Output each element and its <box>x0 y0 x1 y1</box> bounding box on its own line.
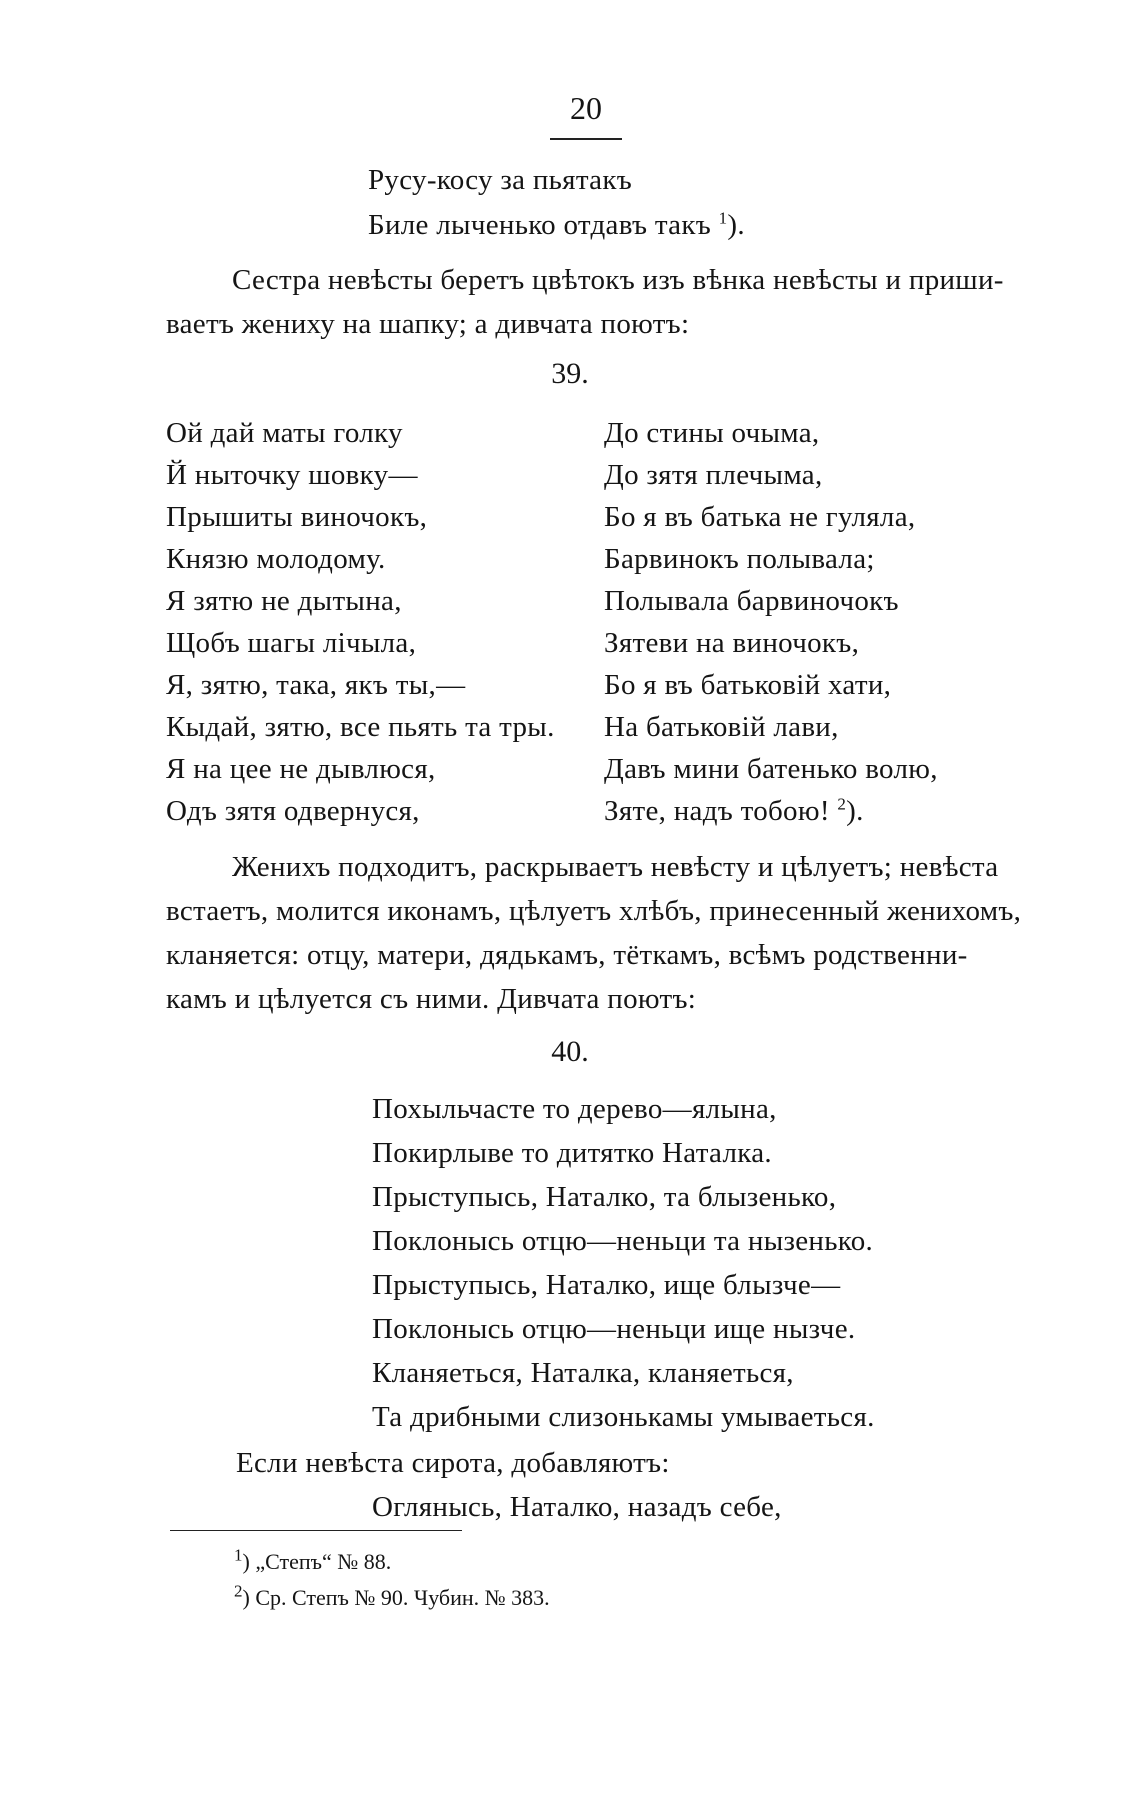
prose-line: камъ и цѣлуется съ ними. Дивчата поютъ: <box>166 983 697 1015</box>
verse-line: До стины очыма, <box>604 417 820 449</box>
page-number: 20 <box>570 90 602 126</box>
prose-line: встаетъ, молится иконамъ, цѣлуетъ хлѣбъ, принесенный женихомъ, <box>166 895 1022 927</box>
footnote-mark: 2 <box>234 1581 243 1601</box>
footnote: $^1$) „Степъ“ № 88. <box>234 1545 392 1574</box>
verse-line: Полывала барвиночокъ <box>604 585 899 617</box>
verse-line: До зятя плечыма, <box>604 459 823 491</box>
verse-line: Ой дай маты голку <box>166 417 403 449</box>
verse-line: Й ныточку шовку— <box>166 459 418 491</box>
prose-line: Если невѣста сирота, добавляютъ: <box>236 1447 670 1479</box>
verse-line: Покирлыве то дитятко Наталка. <box>372 1137 772 1169</box>
verse-line: Биле лыченько отдавъ такъ $^1$). <box>368 208 745 241</box>
footnote: $^2$) Ср. Степъ № 90. Чубин. № 383. <box>234 1581 550 1610</box>
verse-line: Барвинокъ полывала; <box>604 543 875 575</box>
verse-line: Кланяеться, Наталка, кланяеться, <box>372 1357 794 1389</box>
verse-line: Я зятю не дытына, <box>166 585 402 617</box>
verse-line: На батьковій лави, <box>604 711 839 743</box>
verse-line: Прыступысь, Наталко, ище блызче— <box>372 1269 841 1301</box>
prose-line: кланяется: отцу, матери, дядькамъ, тёткамъ, всѣмъ родственни- <box>166 939 968 971</box>
verse-line: Бо я въ батька не гуляла, <box>604 501 916 533</box>
song-number-40: 40. <box>551 1035 589 1068</box>
verse-line: Я на цее не дывлюся, <box>166 753 436 785</box>
verse-line: Оглянысь, Наталко, назадъ себе, <box>372 1491 782 1523</box>
footnote-ref: 2 <box>837 794 847 814</box>
page-number-rule <box>550 138 622 140</box>
verse-line: Похыльчасте то дерево—ялына, <box>372 1093 777 1125</box>
verse-line: Я, зятю, така, якъ ты,— <box>166 669 466 701</box>
verse-line: Щобъ шагы лічыла, <box>166 627 417 659</box>
verse-line: Давъ мини батенько волю, <box>604 753 938 785</box>
verse-line: Та дрибными слизонькамы умываеться. <box>372 1401 875 1433</box>
verse-line: Зяте, надъ тобою! $^2$). <box>604 794 864 827</box>
footnote-rule <box>170 1530 462 1531</box>
verse-line: Прыступысь, Наталко, та блызенько, <box>372 1181 837 1213</box>
verse-line: Князю молодому. <box>166 543 386 575</box>
verse-line: Русу-косу за пьятакъ <box>368 164 632 196</box>
prose-line: Сестра невѣсты беретъ цвѣтокъ изъ вѣнка невѣсты и приши- <box>232 264 1004 296</box>
song-number-39: 39. <box>551 357 589 390</box>
verse-line: Поклонысь отцю—неньци та нызенько. <box>372 1225 874 1257</box>
footnote-mark: 1 <box>234 1545 243 1565</box>
prose-line: ваетъ жениху на шапку; а дивчата поютъ: <box>166 308 690 340</box>
verse-line: Прышиты виночокъ, <box>166 501 428 533</box>
verse-line: Поклонысь отцю—неньци ище нызче. <box>372 1313 856 1345</box>
footnote-ref: 1 <box>718 208 728 228</box>
prose-line: Женихъ подходитъ, раскрываетъ невѣсту и цѣлуетъ; невѣста <box>232 851 999 883</box>
verse-line: Кыдай, зятю, все пьять та тры. <box>166 711 555 743</box>
verse-line: Бо я въ батьковій хати, <box>604 669 892 701</box>
verse-line: Зятеви на виночокъ, <box>604 627 860 659</box>
verse-line: Одъ зятя одвернуся, <box>166 795 420 827</box>
